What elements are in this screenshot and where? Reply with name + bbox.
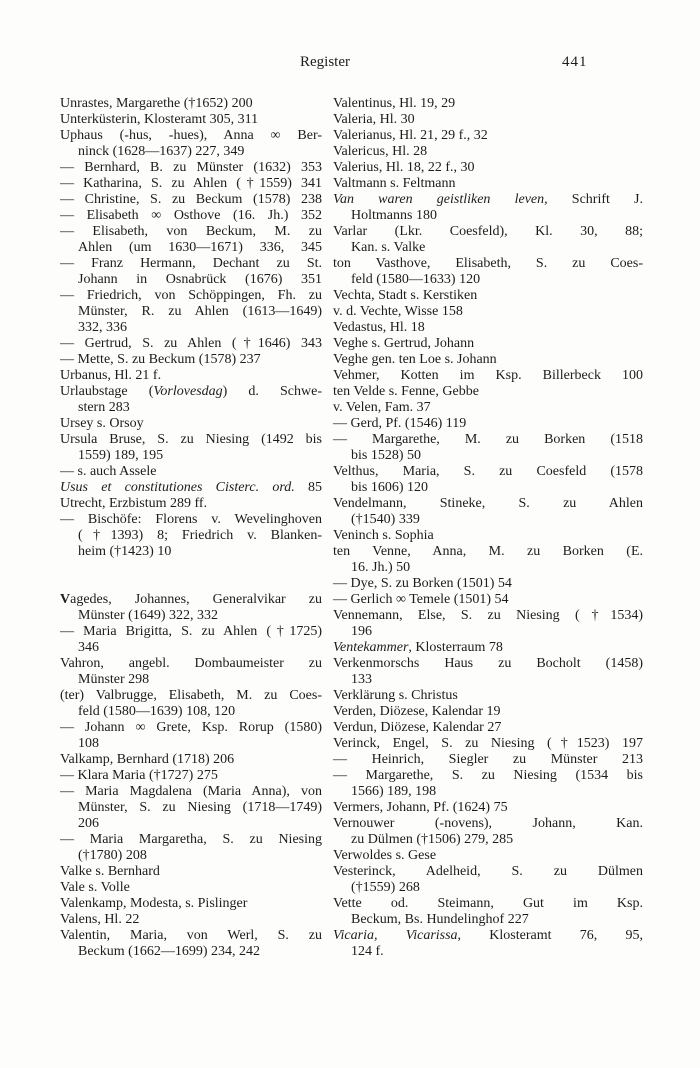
text-segment: Varlar (Lkr. Coesfeld), Kl. 30, 88; xyxy=(333,224,643,239)
index-entry-line xyxy=(60,496,322,512)
index-entry-line xyxy=(333,320,643,336)
index-entry-line xyxy=(333,896,643,912)
text-segment: 346 xyxy=(78,640,99,655)
text-segment: — s. auch Assele xyxy=(60,464,157,479)
text-segment: — Gerd, Pf. (1546) 119 xyxy=(333,416,467,431)
index-entry-line xyxy=(60,784,322,800)
text-segment: Vechta, Stadt s. Kerstiken xyxy=(333,288,478,303)
text-segment: Van waren geistliken leven xyxy=(333,192,545,207)
index-entry-line xyxy=(60,400,322,416)
text-segment: — Katharina, S. zu Ahlen (†1559) 341 xyxy=(60,176,322,191)
text-segment: Verklärung s. Christus xyxy=(333,688,458,703)
text-segment: Uphaus (-hus, -hues), Anna ∞ Ber- xyxy=(60,128,322,143)
text-segment: Vale s. Volle xyxy=(60,880,130,895)
text-segment: — Elisabeth ∞ Osthove (16. Jh.) 352 xyxy=(60,208,322,223)
text-segment: Usus et constitutiones Cisterc. ord. xyxy=(60,480,295,495)
text-segment: Kan. s. Valke xyxy=(351,240,426,255)
text-segment: — Gertrud, S. zu Ahlen (†1646) 343 xyxy=(60,336,322,351)
index-entry-line xyxy=(333,768,643,784)
index-entry-line xyxy=(60,912,322,928)
text-segment: — Elisabeth, von Beckum, M. zu xyxy=(60,224,322,239)
text-segment: , Klosteramt 76, 95, xyxy=(457,928,643,943)
index-entry-line xyxy=(333,368,643,384)
index-entry-line xyxy=(60,816,322,832)
index-entry-line xyxy=(60,176,322,192)
text-segment: , Schrift J. xyxy=(544,192,643,207)
index-entry-line xyxy=(60,352,322,368)
index-entry-line xyxy=(60,720,322,736)
text-segment: Verinck, Engel, S. zu Niesing (†1523) 197 xyxy=(333,736,643,751)
index-entry-line xyxy=(333,256,643,272)
text-segment: Vennemann, Else, S. zu Niesing (†1534) xyxy=(333,608,643,623)
index-entry-line xyxy=(333,384,643,400)
text-segment: Münster (1649) 322, 332 xyxy=(78,608,218,623)
text-segment: Münster 298 xyxy=(78,672,150,687)
index-entry-line xyxy=(333,752,643,768)
text-segment: Valke s. Bernhard xyxy=(60,864,160,879)
index-entry-line xyxy=(60,288,322,304)
text-segment: 85 xyxy=(294,480,323,495)
text-segment: Ursey s. Orsoy xyxy=(60,416,144,431)
text-segment: v. d. Vechte, Wisse 158 xyxy=(333,304,463,319)
text-segment: Veghe s. Gertrud, Johann xyxy=(333,336,475,351)
text-segment: Vehmer, Kotten im Ksp. Billerbeck 100 xyxy=(333,368,643,383)
index-entry-line xyxy=(333,656,643,672)
text-segment: bis 1606) 120 xyxy=(351,480,428,495)
text-segment: v. Velen, Fam. 37 xyxy=(333,400,431,415)
text-segment: feld (1580—1639) 108, 120 xyxy=(78,704,236,719)
index-entry-line xyxy=(60,864,322,880)
index-entry-line xyxy=(333,848,643,864)
text-segment: Valentin, Maria, von Werl, S. zu xyxy=(60,928,322,943)
index-entry-line xyxy=(333,336,643,352)
index-entry-line xyxy=(333,448,643,464)
index-entry-line xyxy=(333,736,643,752)
text-segment: — Maria Margaretha, S. zu Niesing xyxy=(60,832,322,847)
text-segment: Beckum (1662—1699) 234, 242 xyxy=(78,944,260,959)
text-segment: — Franz Hermann, Dechant zu St. xyxy=(60,256,322,271)
text-segment: (†1780) 208 xyxy=(78,848,147,863)
index-entry-line xyxy=(333,272,643,288)
index-entry-line xyxy=(60,752,322,768)
text-segment: zu Dülmen (†1506) 279, 285 xyxy=(351,832,514,847)
index-entry-line xyxy=(333,512,643,528)
text-segment: Valeria, Hl. 30 xyxy=(333,112,415,127)
index-entry-line xyxy=(333,496,643,512)
text-segment: — Heinrich, Siegler zu Münster 213 xyxy=(333,752,643,767)
text-segment: heim (†1423) 10 xyxy=(78,544,172,559)
index-entry-line xyxy=(333,800,643,816)
index-entry-line xyxy=(333,96,643,112)
text-segment: Verden, Diözese, Kalendar 19 xyxy=(333,704,501,719)
text-segment: Vernouwer (-novens), Johann, Kan. xyxy=(333,816,643,831)
text-segment: 124 f. xyxy=(351,944,384,959)
index-entry-line xyxy=(333,704,643,720)
index-entry-line xyxy=(333,112,643,128)
index-entry-line xyxy=(60,608,322,624)
text-segment: Vorlovesdag xyxy=(153,384,223,399)
index-entry-line xyxy=(60,688,322,704)
text-segment: — Johann ∞ Grete, Ksp. Rorup (1580) xyxy=(60,720,322,735)
text-segment: bis 1528) 50 xyxy=(351,448,421,463)
text-segment: Vesterinck, Adelheid, S. zu Dülmen xyxy=(333,864,643,879)
text-segment: 1559) 189, 195 xyxy=(78,448,164,463)
index-entry-line xyxy=(333,688,643,704)
index-entry-line xyxy=(333,944,643,960)
index-entry-line xyxy=(60,928,322,944)
index-entry-line xyxy=(60,544,322,560)
index-entry-line xyxy=(333,352,643,368)
index-entry-line xyxy=(60,336,322,352)
text-segment: Veninch s. Sophia xyxy=(333,528,434,543)
index-entry-line xyxy=(60,432,322,448)
index-entry-line xyxy=(333,784,643,800)
index-entry-line xyxy=(60,624,322,640)
text-segment: ) d. Schwe- xyxy=(222,384,322,399)
index-entry-line xyxy=(333,304,643,320)
text-segment: (ter) Valbrugge, Elisabeth, M. zu Coes- xyxy=(60,688,322,703)
index-entry-line xyxy=(60,224,322,240)
text-segment: — Klara Maria (†1727) 275 xyxy=(60,768,218,783)
running-head xyxy=(0,52,700,72)
text-segment: 1566) 189, 198 xyxy=(351,784,437,799)
text-segment: Velthus, Maria, S. zu Coesfeld (1578 xyxy=(333,464,643,479)
text-segment: Valtmann s. Feltmann xyxy=(333,176,456,191)
text-segment: Vicaria, Vicarissa xyxy=(333,928,458,943)
index-entry-line xyxy=(333,928,643,944)
text-segment: Verdun, Diözese, Kalendar 27 xyxy=(333,720,502,735)
index-entry-line xyxy=(60,272,322,288)
index-entry-line xyxy=(60,528,322,544)
text-segment: — Gerlich ∞ Temele (1501) 54 xyxy=(333,592,509,607)
text-segment: ton Vasthove, Elisabeth, S. zu Coes- xyxy=(333,256,643,271)
index-entry-line xyxy=(333,160,643,176)
text-segment: — Dye, S. zu Borken (1501) 54 xyxy=(333,576,512,591)
text-segment: Johann in Osnabrück (1676) 351 xyxy=(78,272,322,287)
text-segment: — Margarethe, M. zu Borken (1518 xyxy=(333,432,643,447)
blank-line xyxy=(60,576,322,592)
index-entry-line xyxy=(60,96,322,112)
text-segment: Valkamp, Bernhard (1718) 206 xyxy=(60,752,235,767)
index-entry-line xyxy=(60,656,322,672)
page-number: 441 xyxy=(562,54,588,70)
index-entry-line xyxy=(333,816,643,832)
text-segment: Verwoldes s. Gese xyxy=(333,848,437,863)
text-segment: Valentinus, Hl. 19, 29 xyxy=(333,96,456,111)
text-segment: 332, 336 xyxy=(78,320,127,335)
index-entry-line xyxy=(60,800,322,816)
text-segment: 108 xyxy=(78,736,99,751)
page-title: Register xyxy=(300,54,350,70)
text-segment: Valerius, Hl. 18, 22 f., 30 xyxy=(333,160,475,175)
text-segment: Beckum, Bs. Hundelinghof 227 xyxy=(351,912,529,927)
index-entry-line xyxy=(333,592,643,608)
index-entry-line xyxy=(333,864,643,880)
text-segment: — Mette, S. zu Beckum (1578) 237 xyxy=(60,352,261,367)
blank-line xyxy=(60,560,322,576)
index-entry-line xyxy=(333,464,643,480)
text-segment: Urlaubstage ( xyxy=(60,384,154,399)
index-entry-line xyxy=(60,592,322,608)
text-segment: — Bischöfe: Florens v. Wevelinghoven xyxy=(60,512,322,527)
index-entry-line xyxy=(60,480,322,496)
index-entry-line xyxy=(333,720,643,736)
index-entry-line xyxy=(60,672,322,688)
index-entry-line xyxy=(60,208,322,224)
text-segment: Utrecht, Erzbistum 289 ff. xyxy=(60,496,208,511)
text-segment: — Friedrich, von Schöppingen, Fh. zu xyxy=(60,288,322,303)
text-segment: agedes, Johannes, Generalvikar zu xyxy=(70,592,322,607)
text-segment: Veghe gen. ten Loe s. Johann xyxy=(333,352,497,367)
index-entry-line xyxy=(60,416,322,432)
text-segment: Valenkamp, Modesta, s. Pislinger xyxy=(60,896,248,911)
index-entry-line xyxy=(333,528,643,544)
text-segment: Ahlen (um 1630—1671) 336, 345 xyxy=(78,240,322,255)
index-entry-line xyxy=(60,128,322,144)
index-entry-line xyxy=(60,640,322,656)
text-segment: — Maria Brigitta, S. zu Ahlen (†1725) xyxy=(60,624,322,639)
text-segment: — Margarethe, S. zu Niesing (1534 bis xyxy=(333,768,643,783)
text-segment: (†1393) 8; Friedrich v. Blanken- xyxy=(78,528,322,543)
index-entry-line xyxy=(60,512,322,528)
index-entry-line xyxy=(333,480,643,496)
text-segment: Vermers, Johann, Pf. (1624) 75 xyxy=(333,800,508,815)
text-segment: ten Venne, Anna, M. zu Borken (E. xyxy=(333,544,643,559)
index-entry-line xyxy=(333,832,643,848)
text-segment: 133 xyxy=(351,672,372,687)
index-entry-line xyxy=(333,544,643,560)
text-segment: Ventekammer xyxy=(333,640,409,655)
text-segment: Vendelmann, Stineke, S. zu Ahlen xyxy=(333,496,643,511)
index-entry-line xyxy=(60,304,322,320)
index-column-left xyxy=(60,96,322,960)
text-segment: — Bernhard, B. zu Münster (1632) 353 xyxy=(60,160,322,175)
text-segment: Vedastus, Hl. 18 xyxy=(333,320,425,335)
index-entry-line xyxy=(333,176,643,192)
text-segment: Münster, S. zu Niesing (1718—1749) xyxy=(78,800,322,815)
index-entry-line xyxy=(333,240,643,256)
text-segment: , Klosterraum 78 xyxy=(408,640,503,655)
index-entry-line xyxy=(60,464,322,480)
text-segment: ten Velde s. Fenne, Gebbe xyxy=(333,384,479,399)
text-segment: Valerianus, Hl. 21, 29 f., 32 xyxy=(333,128,488,143)
index-entry-line xyxy=(60,736,322,752)
text-segment: Holtmanns 180 xyxy=(351,208,437,223)
index-entry-line xyxy=(60,832,322,848)
index-entry-line xyxy=(333,576,643,592)
index-entry-line xyxy=(333,192,643,208)
index-entry-line xyxy=(333,624,643,640)
text-segment: feld (1580—1633) 120 xyxy=(351,272,481,287)
text-segment: Urbanus, Hl. 21 f. xyxy=(60,368,162,383)
index-entry-line xyxy=(333,416,643,432)
index-entry-line xyxy=(333,208,643,224)
text-segment: — Christine, S. zu Beckum (1578) 238 xyxy=(60,192,322,207)
index-entry-line xyxy=(60,848,322,864)
text-segment: 16. Jh.) 50 xyxy=(351,560,411,575)
index-entry-line xyxy=(333,880,643,896)
text-segment: ninck (1628—1637) 227, 349 xyxy=(78,144,245,159)
index-entry-line xyxy=(333,144,643,160)
text-segment: Unrastes, Margarethe (†1652) 200 xyxy=(60,96,253,111)
text-segment: Vahron, angebl. Dombaumeister zu xyxy=(60,656,322,671)
index-entry-line xyxy=(60,944,322,960)
text-segment: (†1540) 339 xyxy=(351,512,420,527)
text-segment: (†1559) 268 xyxy=(351,880,420,895)
index-entry-line xyxy=(60,144,322,160)
index-column-right xyxy=(333,96,643,960)
index-entry-line xyxy=(333,288,643,304)
text-segment: 206 xyxy=(78,816,99,831)
index-entry-line xyxy=(60,704,322,720)
text-segment: Ursula Bruse, S. zu Niesing (1492 bis xyxy=(60,432,322,447)
index-entry-line xyxy=(60,240,322,256)
index-entry-line xyxy=(60,768,322,784)
text-segment: Valens, Hl. 22 xyxy=(60,912,140,927)
text-segment: Unterküsterin, Klosteramt 305, 311 xyxy=(60,112,259,127)
index-entry-line xyxy=(333,608,643,624)
index-entry-line xyxy=(60,880,322,896)
index-entry-line xyxy=(60,448,322,464)
index-entry-line xyxy=(60,256,322,272)
index-entry-line xyxy=(60,192,322,208)
index-entry-line xyxy=(333,432,643,448)
index-entry-line xyxy=(333,400,643,416)
index-entry-line xyxy=(60,112,322,128)
text-segment: Verkenmorschs Haus zu Bocholt (1458) xyxy=(333,656,643,671)
index-entry-line xyxy=(60,160,322,176)
index-entry-line xyxy=(333,224,643,240)
text-segment: Münster, R. zu Ahlen (1613—1649) xyxy=(78,304,322,319)
index-entry-line xyxy=(333,128,643,144)
index-entry-line xyxy=(333,640,643,656)
index-entry-line xyxy=(60,368,322,384)
index-entry-line xyxy=(333,912,643,928)
text-segment: V xyxy=(60,592,71,607)
index-entry-line xyxy=(333,672,643,688)
index-entry-line xyxy=(60,384,322,400)
text-segment: 196 xyxy=(351,624,372,639)
text-segment: — Maria Magdalena (Maria Anna), von xyxy=(60,784,322,799)
index-entry-line xyxy=(60,320,322,336)
text-segment: stern 283 xyxy=(78,400,130,415)
index-entry-line xyxy=(333,560,643,576)
text-segment: Valericus, Hl. 28 xyxy=(333,144,428,159)
text-segment: Vette od. Steimann, Gut im Ksp. xyxy=(333,896,643,911)
index-entry-line xyxy=(60,896,322,912)
